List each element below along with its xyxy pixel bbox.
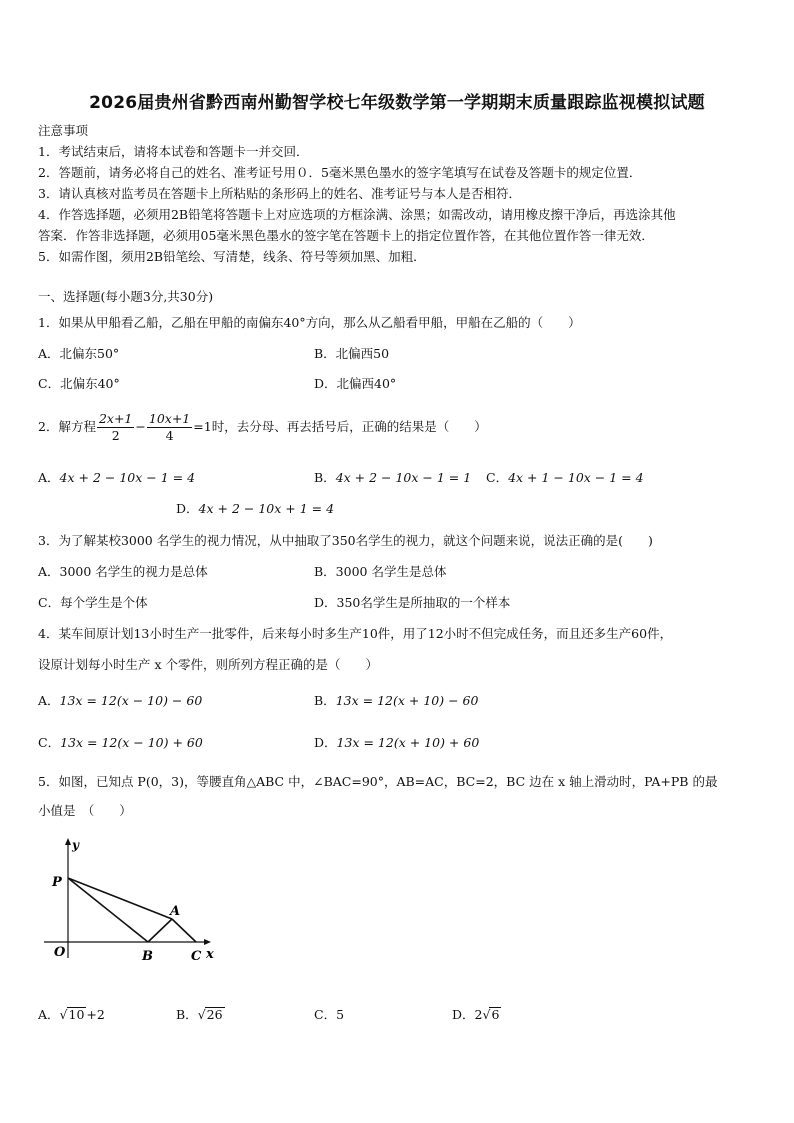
segment-ac — [172, 919, 196, 942]
label-x: x — [206, 947, 214, 962]
q5-option-d — [452, 1005, 501, 1023]
q4-option-b-label: B． — [314, 693, 336, 708]
radical-sign: √ — [59, 1007, 68, 1022]
q2-option-d — [176, 499, 334, 517]
q1-option-c: C．北偏东40° — [38, 376, 120, 391]
label-b: B — [142, 949, 153, 964]
q2-stem-eq: =1时，去分母、再去括号后，正确的结果是（ ） — [193, 419, 487, 434]
notice-item-2: 2．答题前，请务必将自己的姓名、准考证号用０．5毫米黑色墨水的签字笔填写在试卷及答题卡的规定位置． — [38, 165, 642, 180]
q5-stem-line-1: 5．如图，已知点 P(0，3)，等腰直角△ABC 中，∠BAC=90°，AB=AC，BC=2，BC 边在 x 轴上滑动时，PA+PB 的最 — [38, 774, 718, 789]
notice-item-3: 3．请认真核对监考员在答题卡上所粘贴的条形码上的姓名、准考证号与本人是否相符． — [38, 186, 521, 201]
q4-option-d-text: 13x = 12(x + 10) + 60 — [336, 735, 480, 750]
q1-option-b: B．北偏西50 — [314, 346, 390, 361]
q4-option-d — [314, 733, 479, 751]
q4-stem-line-2: 设原计划每小时生产 x 个零件，则所列方程正确的是（ ） — [38, 657, 378, 672]
segment-ba — [148, 919, 172, 942]
q4-option-a-label: A． — [38, 693, 60, 708]
notice-item-5: 5．如需作图，须用2B铅笔绘、写清楚，线条、符号等须加黑、加粗． — [38, 249, 426, 264]
q4-option-b — [314, 691, 478, 709]
q2-fraction-2-den: 4 — [165, 428, 174, 443]
label-c: C — [191, 949, 202, 964]
q5-option-d-label: D．2 — [452, 1007, 483, 1022]
q2-option-c-label: C． — [486, 470, 509, 485]
q3-option-a: A．3000 名学生的视力是总体 — [38, 564, 208, 579]
q2-option-d-text: 4x + 2 − 10x + 1 = 4 — [198, 501, 335, 516]
q2-stem — [38, 411, 487, 444]
q2-option-c-text: 4x + 1 − 10x − 1 = 4 — [508, 470, 644, 485]
q4-option-c-text: 13x = 12(x − 10) + 60 — [60, 735, 203, 750]
q3-option-d: D．350名学生是所抽取的一个样本 — [314, 595, 511, 610]
notice-heading: 注意事项 — [38, 123, 89, 138]
q4-option-a-text: 13x = 12(x − 10) − 60 — [59, 693, 203, 708]
q4-option-d-label: D． — [314, 735, 337, 750]
page-title: 2026届贵州省黔西南州勤智学校七年级数学第一学期期末质量跟踪监视模拟试题 — [89, 93, 705, 113]
q2-fraction-1-den: 2 — [111, 428, 120, 443]
q4-option-c-label: C． — [38, 735, 61, 750]
q2-option-c — [486, 468, 644, 486]
q2-stem-pre: 2．解方程 — [38, 419, 96, 434]
q5-figure — [36, 836, 226, 966]
q2-minus: − — [135, 419, 146, 434]
segment-pa — [68, 878, 172, 919]
section-heading: 一、选择题(每小题3分,共30分) — [38, 289, 214, 304]
notice-item-4: 4．作答选择题，必须用2B铅笔将答题卡上对应选项的方框涂满、涂黑；如需改动，请用橡皮擦干净后，再选涂其他 — [38, 207, 676, 222]
q3-option-c: C．每个学生是个体 — [38, 595, 148, 610]
q2-option-a-label: A． — [38, 470, 60, 485]
x-axis-arrow — [204, 939, 211, 945]
notice-item-4-cont: 答案．作答非选择题，必须用05毫米黑色墨水的签字笔在答题卡上的指定位置作答，在其他位置作答一律无效． — [38, 228, 654, 243]
label-y: y — [72, 838, 79, 852]
q1-option-d: D．北偏西40° — [314, 376, 397, 391]
q4-stem-line-1: 4．某车间原计划13小时生产一批零件，后来每小时多生产10件，用了12小时不但完成任务，而且还多生产60件， — [38, 626, 673, 641]
q2-fraction-1-num: 2x+1 — [98, 411, 133, 426]
label-o: O — [54, 945, 66, 960]
q5-option-a — [38, 1005, 105, 1023]
q5-option-d-radicand: 6 — [491, 1007, 500, 1022]
q1-option-a: A．北偏东50° — [38, 346, 120, 361]
q4-option-b-text: 13x = 12(x + 10) − 60 — [335, 693, 479, 708]
q5-option-c: C．5 — [314, 1007, 345, 1022]
q2-option-a-text: 4x + 2 − 10x − 1 = 4 — [59, 470, 196, 485]
q2-option-b-label: B． — [314, 470, 336, 485]
q2-option-b-text: 4x + 2 − 10x − 1 = 1 — [335, 470, 472, 485]
q5-stem-line-2: 小值是 （ ） — [38, 803, 132, 818]
q5-option-b — [176, 1005, 225, 1023]
q2-option-d-label: D． — [176, 501, 199, 516]
q5-option-b-radicand: 26 — [206, 1007, 223, 1022]
q4-option-a — [38, 691, 202, 709]
y-axis-arrow — [65, 838, 71, 845]
q2-option-b — [314, 468, 471, 486]
q5-option-a-tail: +2 — [86, 1007, 105, 1022]
q2-fraction-1 — [97, 411, 134, 444]
q2-fraction-2 — [147, 411, 192, 444]
q2-fraction-2-num: 10x+1 — [148, 411, 191, 426]
q5-option-b-label: B． — [176, 1007, 198, 1022]
label-a: A — [170, 904, 181, 919]
q1-stem: 1．如果从甲船看乙船，乙船在甲船的南偏东40°方向，那么从乙船看甲船，甲船在乙船的（ ） — [38, 315, 581, 330]
radical-sign: √ — [482, 1007, 491, 1022]
q5-option-a-label: A． — [38, 1007, 60, 1022]
label-p: P — [52, 875, 62, 890]
q5-option-a-radicand: 10 — [68, 1007, 85, 1022]
notice-item-1: 1．考试结束后，请将本试卷和答题卡一并交回． — [38, 144, 309, 159]
q4-option-c — [38, 733, 203, 751]
q2-option-a — [38, 468, 195, 486]
q3-option-b: B．3000 名学生是总体 — [314, 564, 447, 579]
q3-stem: 3．为了解某校3000 名学生的视力情况，从中抽取了350名学生的视力，就这个问题来说，说法正确的是( ) — [38, 533, 653, 548]
segment-pb — [68, 878, 148, 942]
radical-sign: √ — [197, 1007, 206, 1022]
